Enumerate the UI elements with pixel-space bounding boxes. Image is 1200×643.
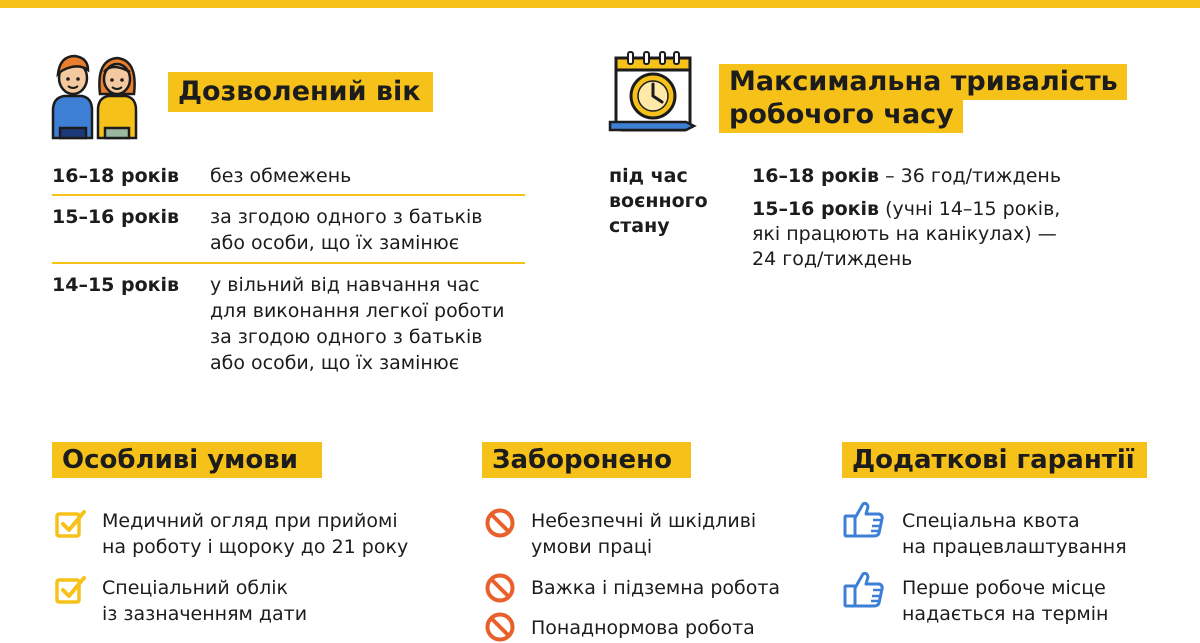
checkbox-icon bbox=[55, 574, 87, 606]
age-row-2-line-1: за згодою одного з батьків bbox=[210, 206, 483, 228]
special-item-2-line-2: із зазначенням дати bbox=[102, 603, 308, 625]
forbidden-title: Заборонено bbox=[482, 442, 691, 478]
age-row-3-line-4: або особи, що їх замінює bbox=[210, 352, 460, 374]
children-icon bbox=[50, 50, 140, 140]
forbidden-item-1-line-2: умови праці bbox=[531, 536, 653, 558]
hours-row-2-note: (учні 14–15 років, bbox=[879, 198, 1061, 220]
divider bbox=[52, 262, 525, 264]
age-row-2-label: 15–16 років bbox=[52, 206, 180, 228]
calendar-clock-icon bbox=[608, 50, 698, 140]
special-item-2-line-1: Спеціальний облік bbox=[102, 577, 288, 599]
age-row-2-line-2: або особи, що їх замінює bbox=[210, 232, 460, 254]
forbidden-item-1-line-1: Небезпечні й шкідливі bbox=[531, 510, 757, 532]
guarantee-item-1-line-1: Спеціальна квота bbox=[902, 510, 1080, 532]
condition-line-2: воєнного bbox=[609, 190, 708, 212]
hours-row-1-age: 16–18 років bbox=[752, 165, 880, 187]
guarantee-item-2-line-2: надається на термін bbox=[902, 603, 1109, 625]
max-hours-title-line-2: робочого часу bbox=[719, 97, 963, 133]
hours-row-1 bbox=[752, 163, 1061, 189]
prohibited-icon bbox=[484, 572, 516, 604]
thumbs-up-icon bbox=[843, 500, 885, 540]
prohibited-icon bbox=[484, 507, 516, 539]
hours-row-2-line-2: які працюють на канікулах) — bbox=[752, 223, 1057, 245]
forbidden-item-3-line-1: Понаднормова робота bbox=[531, 617, 755, 639]
age-row-3-line-3: за згодою одного з батьків bbox=[210, 326, 483, 348]
guarantees-title: Додаткові гарантії bbox=[842, 442, 1147, 478]
special-item-1-line-1: Медичний огляд при прийомі bbox=[102, 510, 398, 532]
age-row-1-line-1: без обмежень bbox=[210, 165, 352, 187]
age-row-1-label: 16–18 років bbox=[52, 165, 180, 187]
divider bbox=[52, 194, 525, 196]
guarantee-item-2-line-1: Перше робоче місце bbox=[902, 577, 1106, 599]
age-row-3-line-2: для виконання легкої роботи bbox=[210, 300, 505, 322]
age-row-3-line-1: у вільний від навчання час bbox=[210, 274, 480, 296]
condition-line-1: під час bbox=[609, 165, 688, 187]
special-item-1-line-2: на роботу і щороку до 21 року bbox=[102, 536, 409, 558]
hours-row-1-value: – 36 год/тиждень bbox=[879, 165, 1062, 187]
guarantee-item-1-line-2: на працевлаштування bbox=[902, 536, 1127, 558]
allowed-age-title: Дозволений вік bbox=[168, 72, 433, 112]
age-row-3-label: 14–15 років bbox=[52, 274, 180, 296]
hours-row-2-age: 15–16 років bbox=[752, 198, 880, 220]
forbidden-item-2-line-1: Важка і підземна робота bbox=[531, 577, 781, 599]
thumbs-up-icon bbox=[843, 570, 885, 610]
checkbox-icon bbox=[55, 508, 87, 540]
special-conditions-title: Особливі умови bbox=[52, 442, 322, 478]
hours-row-2 bbox=[752, 196, 1060, 222]
max-hours-title-line-1: Максимальна тривалість bbox=[719, 64, 1127, 100]
condition-line-3: стану bbox=[609, 215, 670, 237]
prohibited-icon bbox=[484, 611, 516, 643]
top-accent-bar bbox=[0, 0, 1200, 8]
hours-row-2-line-3: 24 год/тиждень bbox=[752, 248, 913, 270]
